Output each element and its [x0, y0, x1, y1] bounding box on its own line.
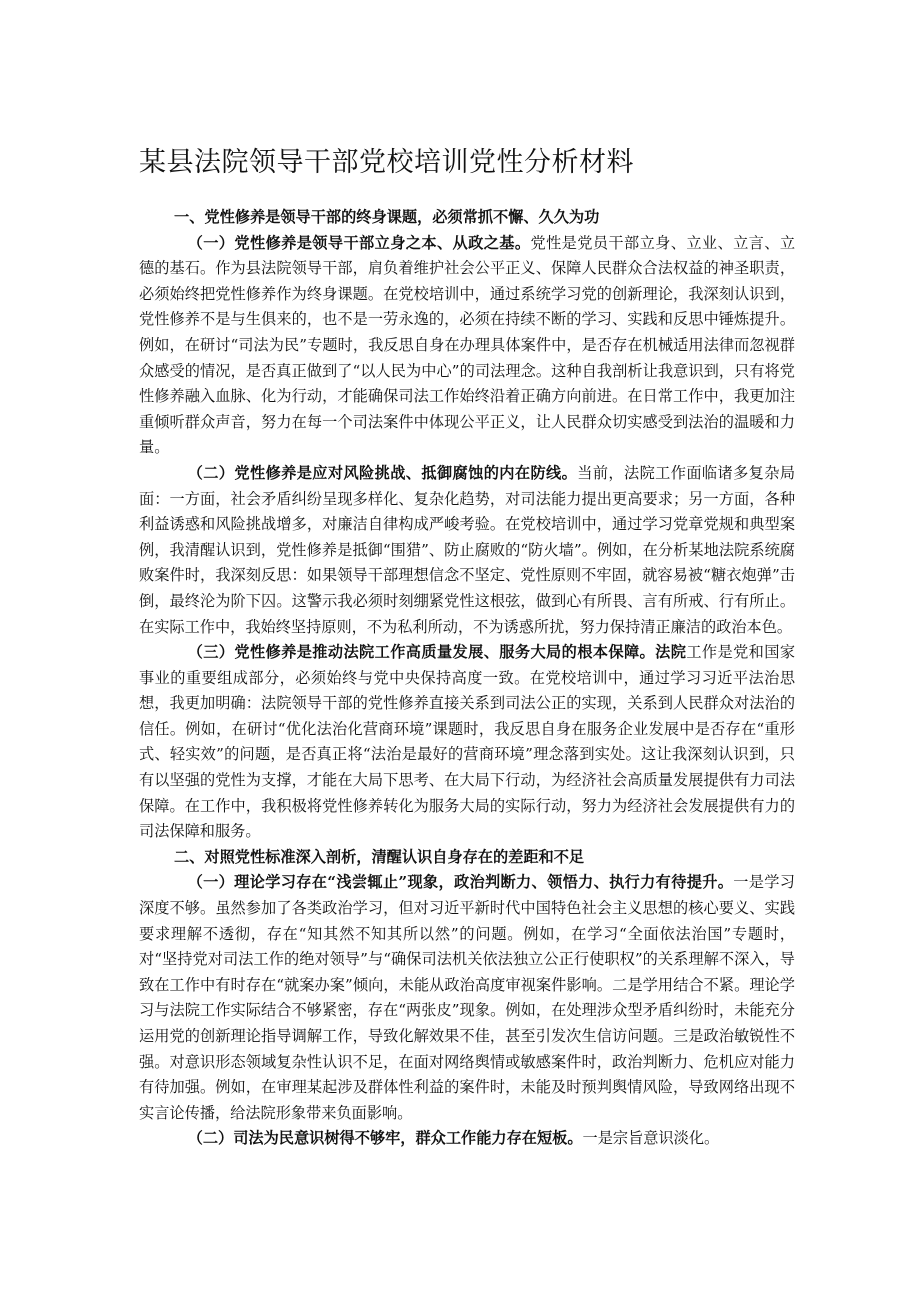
paragraph [139, 461, 795, 640]
paragraph [139, 870, 795, 1126]
paragraph-lead: （一）党性修养是领导干部立身之本、从政之基。 [187, 233, 531, 252]
paragraph-body: 一是学习深度不够。虽然参加了各类政治学习，但对习近平新时代中国特色社会主义思想的核心要义、实践要求理解不透彻，存在“知其然不知其所以然”的问题。例如，在学习“全面依法治国”专题时，对“坚持党对司法工作的绝对领导”与“确保司法机关依法独立公正行使职权”的关系理解不深入，导致在工作中有时存在“就案办案”倾向，未能从政治高度审视案件影响。二是学用结合不紧。理论学习与法院工作实际结合不够紧密，存在“两张皮”现象。例如，在处理涉众型矛盾纠纷时，未能充分运用党的创新理论指导调解工作，导致化解效果不佳，甚至引发次生信访问题。三是政治敏锐性不强。对意识形态领域复杂性认识不足，在面对网络舆情或敏感案件时，政治判断力、危机应对能力有待加强。例如，在审理某起涉及群体性利益的案件时，未能及时预判舆情风险，导致网络出现不实言论传播，给法院形象带来负面影响。 [139, 873, 795, 1122]
section-heading-2: 二、对照党性标准深入剖析，清醒认识自身存在的差距和不足 [174, 847, 585, 866]
paragraph-lead: （一）理论学习存在“浅尝辄止”现象，政治判断力、领悟力、执行力有待提升。 [187, 873, 734, 892]
paragraph [139, 231, 795, 461]
document-page [139, 143, 795, 1152]
paragraph-lead: （三）党性修养是推动法院工作高质量发展、服务大局的根本保障。法院 [187, 643, 687, 662]
paragraph [139, 640, 795, 845]
paragraph [139, 1126, 795, 1152]
paragraph-body: 当前，法院工作面临诸多复杂局面：一方面，社会矛盾纠纷呈现多样化、复杂化趋势，对司法能力提出更高要求；另一方面，各种利益诱惑和风险挑战增多，对廉洁自律构成严峻考验。在党校培训中，通过学习党章党规和典型案例，我清醒认识到，党性修养是抵御“围猎”、防止腐败的“防火墙”。例如，在分析某地法院系统腐败案件时，我深刻反思：如果领导干部理想信念不坚定、党性原则不牢固，就容易被“糖衣炮弹”击倒，最终沦为阶下囚。这警示我必须时刻绷紧党性这根弦，做到心有所畏、言有所戒、行有所止。在实际工作中，我始终坚持原则，不为私利所动，不为诱惑所扰，努力保持清正廉洁的政治本色。 [139, 463, 796, 636]
document-title: 某县法院领导干部党校培训党性分析材料 [139, 147, 634, 178]
paragraph-body: 工作是党和国家事业的重要组成部分，必须始终与党中央保持高度一致。在党校培训中，通过学习习近平法治思想，我更加明确：法院领导干部的党性修养直接关系到司法公正的实现，关系到人民群众对法治的信任。例如，在研讨“优化法治化营商环境”课题时，我反思自身在服务企业发展中是否存在“重形式、轻实效”的问题，是否真正将“法治是最好的营商环境”理念落到实处。这让我深刻认识到，只有以坚强的党性为支撑，才能在大局下思考、在大局下行动，为经济社会高质量发展提供有力司法保障。在工作中，我积极将党性修养转化为服务大局的实际行动，努力为经济社会发展提供有力的司法保障和服务。 [139, 643, 796, 841]
section-heading-1: 一、党性修养是领导干部的终身课题，必须常抓不懈、久久为功 [174, 208, 600, 226]
paragraph-body: 一是宗旨意识淡化。 [582, 1129, 720, 1148]
paragraph-lead: （二）党性修养是应对风险挑战、抵御腐蚀的内在防线。 [187, 463, 578, 482]
paragraph-lead: （二）司法为民意识树得不够牢，群众工作能力存在短板。 [187, 1129, 583, 1148]
paragraph-body: 党性是党员干部立身、立业、立言、立德的基石。作为县法院领导干部，肩负着维护社会公平正义、保障人民群众合法权益的神圣职责，必须始终把党性修养作为终身课题。在党校培训中，通过系统学习党的创新理论，我深刻认识到，党性修养不是与生俱来的，也不是一劳永逸的，必须在持续不断的学习、实践和反思中锤炼提升。例如，在研讨“司法为民”专题时，我反思自身在办理具体案件中，是否存在机械适用法律而忽视群众感受的情况，是否真正做到了“以人民为中心”的司法理念。这种自我剖析让我意识到，只有将党性修养融入血脉、化为行动，才能确保司法工作始终沿着正确方向前进。在日常工作中，我更加注重倾听群众声音，努力在每一个司法案件中体现公平正义，让人民群众切实感受到法治的温暖和力量。 [139, 233, 796, 457]
